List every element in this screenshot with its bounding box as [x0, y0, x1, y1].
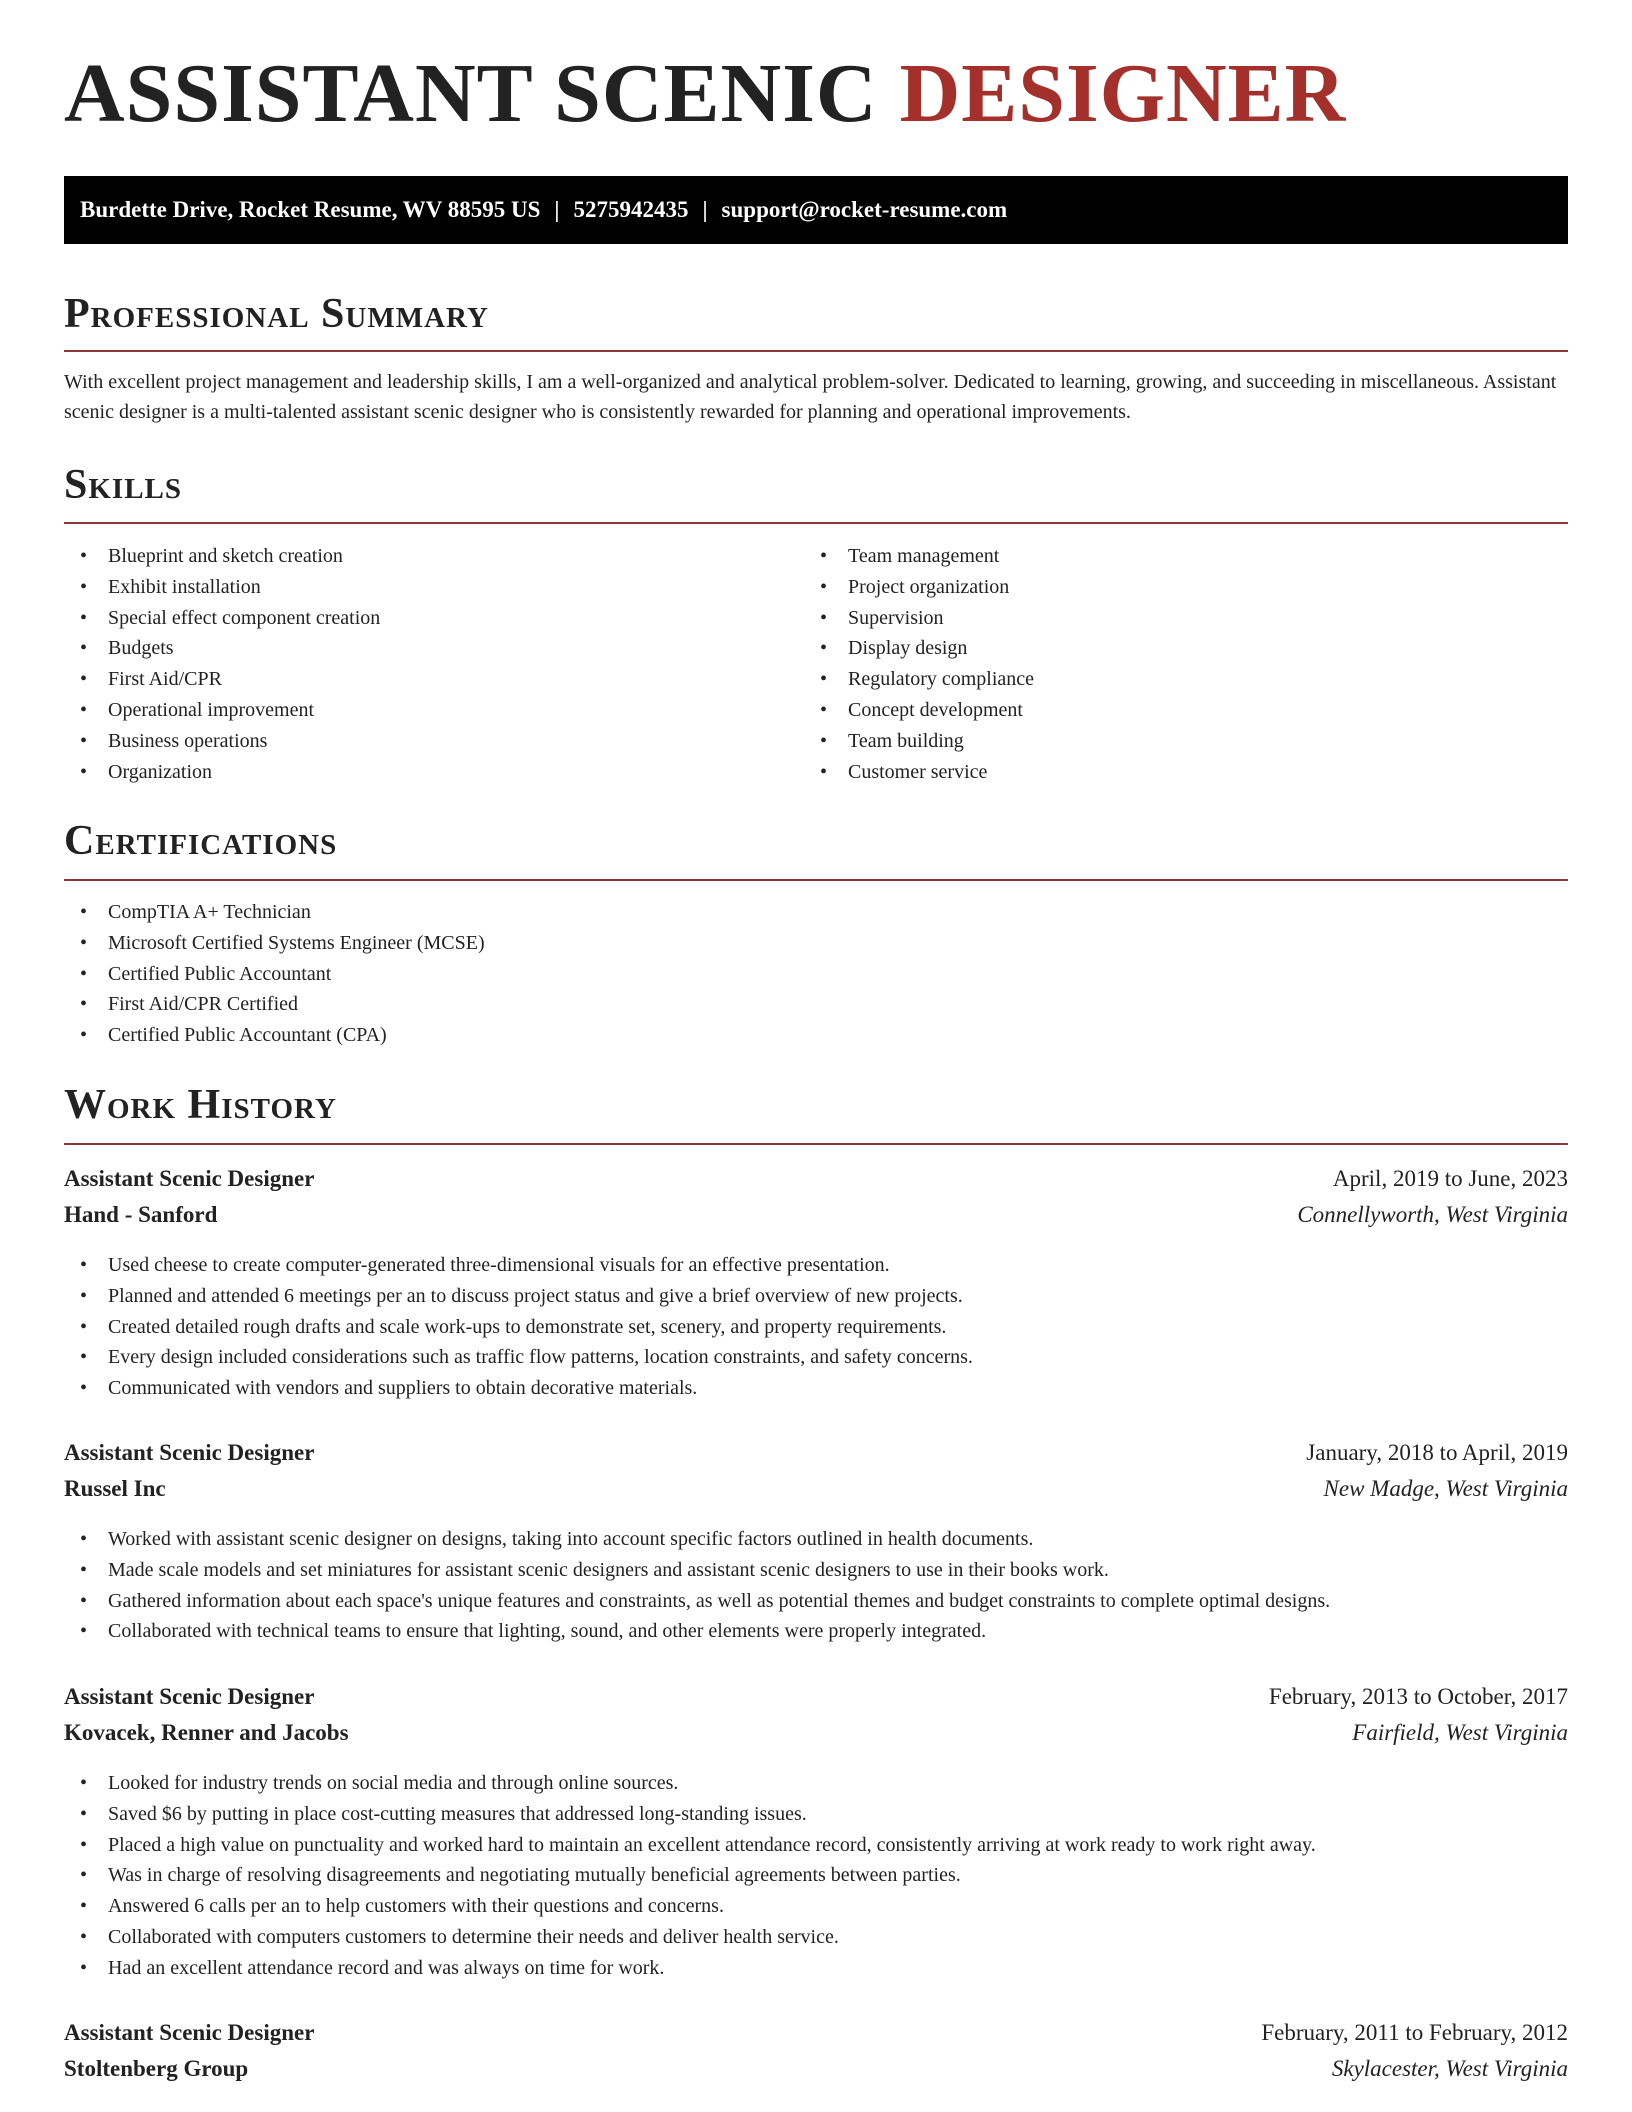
job-bullet: • Planned and attended 6 meetings per an to discuss project status and give a brief overview of new projects. — [64, 1281, 1568, 1312]
job-title: Assistant Scenic Designer — [64, 2020, 315, 2045]
section-title-skills: Skills — [64, 462, 183, 508]
contact-phone[interactable]: 5275942435 — [573, 197, 689, 222]
job-responsibilities — [64, 1524, 1568, 1647]
skill-item: • Customer service — [804, 757, 1568, 788]
job-header — [64, 1436, 1568, 1470]
certification-item: • Certified Public Accountant (CPA) — [64, 1020, 1568, 1051]
job-header — [64, 2016, 1568, 2050]
contact-separator: | — [554, 197, 560, 222]
certification-item: • Certified Public Accountant — [64, 959, 1568, 990]
contact-email[interactable]: support@rocket-resume.com — [721, 197, 1008, 222]
section-divider — [64, 879, 1568, 881]
resume-title — [64, 47, 1347, 140]
skill-item: • Exhibit installation — [64, 572, 804, 603]
job-responsibilities — [64, 1768, 1568, 1984]
job-company: Kovacek, Renner and Jacobs — [64, 1720, 349, 1745]
job-bullet: • Saved $6 by putting in place cost-cutting measures that addressed long-standing issues. — [64, 1799, 1568, 1830]
skill-item: • Operational improvement — [64, 695, 804, 726]
skill-item: • Special effect component creation — [64, 603, 804, 634]
section-divider — [64, 522, 1568, 524]
job-dates: February, 2013 to October, 2017 — [1268, 1684, 1568, 1709]
job-dates: February, 2011 to February, 2012 — [1261, 2020, 1568, 2045]
certification-item: • First Aid/CPR Certified — [64, 989, 1568, 1020]
job-bullet: • Collaborated with technical teams to ensure that lighting, sound, and other elements were properly integrated. — [64, 1616, 1568, 1647]
job-dates: January, 2018 to April, 2019 — [1306, 1440, 1568, 1465]
skill-item: • Display design — [804, 633, 1568, 664]
job-bullet: • Gathered information about each space's unique features and constraints, as well as potential themes and budget constraints to complete optimal designs. — [64, 1586, 1568, 1617]
certification-item: • CompTIA A+ Technician — [64, 897, 1568, 928]
job-bullet: • Was in charge of resolving disagreements and negotiating mutually beneficial agreements between parties. — [64, 1860, 1568, 1891]
skill-item: • Team management — [804, 541, 1568, 572]
job-subheader — [64, 1198, 1568, 1232]
job-bullet: • Collaborated with computers customers to determine their needs and deliver health service. — [64, 1922, 1568, 1953]
job-bullet: • Looked for industry trends on social media and through online sources. — [64, 1768, 1568, 1799]
job-company: Russel Inc — [64, 1476, 166, 1501]
job-header — [64, 1680, 1568, 1714]
job-bullet: • Used cheese to create computer-generated three-dimensional visuals for an effective presentation. — [64, 1250, 1568, 1281]
job-subheader — [64, 1472, 1568, 1506]
skill-item: • Blueprint and sketch creation — [64, 541, 804, 572]
skill-item: • Supervision — [804, 603, 1568, 634]
skill-item: • Team building — [804, 726, 1568, 757]
job-bullet: • Had an excellent attendance record and was always on time for work. — [64, 1953, 1568, 1984]
job-location: Connellyworth, West Virginia — [1297, 1202, 1568, 1227]
job-company: Hand - Sanford — [64, 1202, 218, 1227]
section-divider — [64, 1143, 1568, 1145]
contact-address: Burdette Drive, Rocket Resume, WV 88595 US — [80, 197, 541, 222]
skill-item: • Concept development — [804, 695, 1568, 726]
job-title: Assistant Scenic Designer — [64, 1166, 315, 1191]
job-bullet: • Worked with assistant scenic designer on designs, taking into account specific factors outlined in health documents. — [64, 1524, 1568, 1555]
skill-item: • Organization — [64, 757, 804, 788]
skill-item: • Budgets — [64, 633, 804, 664]
section-title-summary: Professional Summary — [64, 291, 489, 337]
section-title-work-history: Work History — [64, 1082, 337, 1128]
section-divider — [64, 350, 1568, 352]
summary-text: With excellent project management and leadership skills, I am a well-organized and analytical problem-solver. Dedicated to learning, growing, and succeeding in miscellaneous. Assistant scenic designer is a multi-talented assistant scenic designer who is consistently rewarded for planning and operational improvements. — [64, 371, 1557, 423]
skill-item: • Regulatory compliance — [804, 664, 1568, 695]
contact-bar — [64, 176, 1568, 244]
skill-item: • Business operations — [64, 726, 804, 757]
job-header — [64, 1162, 1568, 1196]
job-bullet: • Answered 6 calls per an to help customers with their questions and concerns. — [64, 1891, 1568, 1922]
job-responsibilities — [64, 1250, 1568, 1404]
job-bullet: • Made scale models and set miniatures for assistant scenic designers and assistant scenic designers to use in their books work. — [64, 1555, 1568, 1586]
section-title-certifications: Certifications — [64, 818, 338, 864]
job-subheader — [64, 1716, 1568, 1750]
title-main: ASSISTANT SCENIC — [64, 47, 900, 140]
title-accent: DESIGNER — [899, 47, 1347, 140]
skill-item: • First Aid/CPR — [64, 664, 804, 695]
job-location: Fairfield, West Virginia — [1352, 1720, 1568, 1745]
job-title: Assistant Scenic Designer — [64, 1440, 315, 1465]
job-location: Skylacester, West Virginia — [1331, 2056, 1568, 2081]
contact-separator: | — [702, 197, 708, 222]
certifications-list — [64, 897, 1568, 1051]
job-location: New Madge, West Virginia — [1323, 1476, 1568, 1501]
skills-list-right — [804, 541, 1568, 787]
job-bullet: • Placed a high value on punctuality and worked hard to maintain an excellent attendance record, consistently arriving at work ready to work right away. — [64, 1830, 1568, 1861]
job-dates: April, 2019 to June, 2023 — [1332, 1166, 1568, 1191]
job-bullet: • Every design included considerations such as traffic flow patterns, location constraints, and safety concerns. — [64, 1342, 1568, 1373]
job-company: Stoltenberg Group — [64, 2056, 249, 2081]
skill-item: • Project organization — [804, 572, 1568, 603]
job-bullet: • Communicated with vendors and suppliers to obtain decorative materials. — [64, 1373, 1568, 1404]
skills-list-left — [64, 541, 804, 787]
job-subheader — [64, 2052, 1568, 2086]
job-bullet: • Created detailed rough drafts and scale work-ups to demonstrate set, scenery, and property requirements. — [64, 1312, 1568, 1343]
job-title: Assistant Scenic Designer — [64, 1684, 315, 1709]
certification-item: • Microsoft Certified Systems Engineer (MCSE) — [64, 928, 1568, 959]
